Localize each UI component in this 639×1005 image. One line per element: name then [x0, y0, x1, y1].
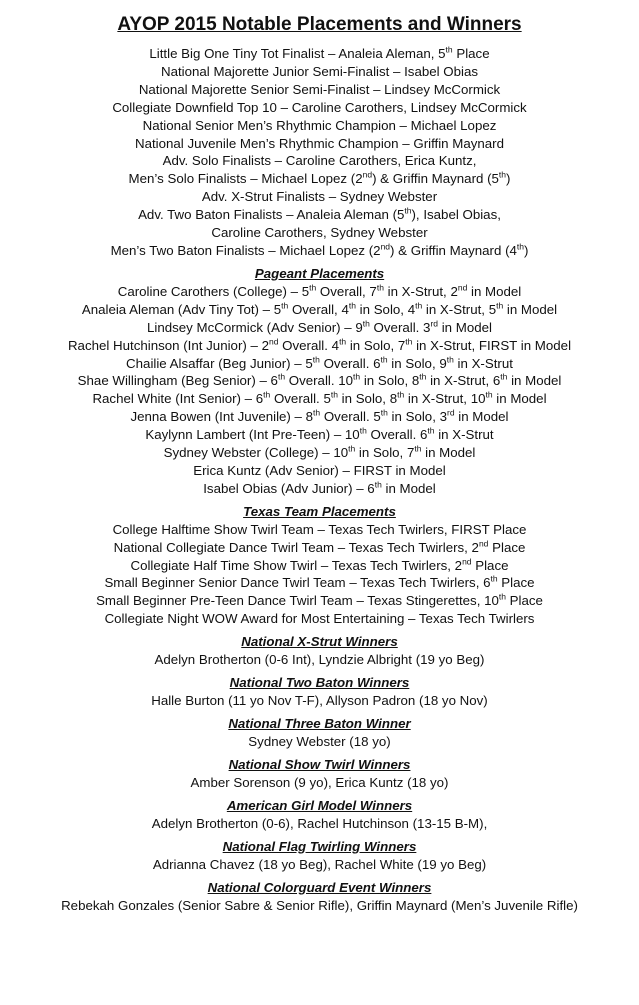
text-line: Shae Willingham (Beg Senior) – 6th Overall. 10th in Solo, 8th in X-Strut, 6th in Model	[77, 371, 562, 389]
ordinal-suffix: th	[404, 205, 412, 216]
ordinal-suffix: th	[312, 354, 320, 365]
text-line: Amber Sorenson (9 yo), Erica Kuntz (18 yo)	[190, 774, 449, 790]
text-line: Kaylynn Lambert (Int Pre-Teen) – 10th Overall. 6th in X-Strut	[145, 425, 494, 443]
section-heading: National Show Twirl Winners	[228, 756, 411, 772]
text-line: Sydney Webster (18 yo)	[248, 734, 391, 749]
ordinal-suffix: th	[516, 241, 524, 252]
text-line: Men’s Solo Finalists – Michael Lopez (2nd) & Griffin Maynard (5th)	[128, 169, 511, 187]
section-heading: National Colorguard Event Winners	[207, 879, 432, 895]
ordinal-suffix: nd	[462, 556, 472, 567]
text-line: Adelyn Brotherton (0-6), Rachel Hutchinson (13-15 B-M),	[151, 815, 488, 831]
section-heading: Texas Team Placements	[243, 503, 396, 519]
section	[0, 715, 639, 751]
section-heading: American Girl Model Winners	[226, 797, 413, 813]
text-line: Little Big One Tiny Tot Finalist – Analeia Aleman, 5th Place	[149, 44, 490, 61]
text-line: Isabel Obias (Adv Junior) – 6th in Model	[203, 479, 436, 496]
section-heading: National Three Baton Winner	[228, 716, 411, 731]
ordinal-suffix: th	[313, 407, 321, 418]
section	[0, 503, 639, 628]
text-line: National Collegiate Dance Twirl Team – Texas Tech Twirlers, 2nd Place	[113, 538, 526, 555]
ordinal-suffix: rd	[430, 318, 439, 329]
text-line: Adelyn Brotherton (0-6 Int), Lyndzie Albright (19 yo Beg)	[154, 652, 485, 668]
ordinal-suffix: th	[414, 443, 422, 454]
text-line: Collegiate Downfield Top 10 – Caroline Carothers, Lindsey McCormick	[112, 99, 527, 115]
text-line: Rachel White (Int Senior) – 6th Overall. 5th in Solo, 8th in X-Strut, 10th in Model	[92, 389, 547, 407]
section	[0, 633, 639, 669]
text-line: Adv. Solo Finalists – Caroline Carothers, Erica Kuntz,	[162, 153, 477, 169]
text-line: Rachel Hutchinson (Int Junior) – 2nd Overall. 4th in Solo, 7th in X-Strut, FIRST in Model	[67, 336, 572, 353]
text-line: Small Beginner Pre-Teen Dance Twirl Team – Texas Stingerettes, 10th Place	[96, 591, 543, 609]
section	[0, 265, 639, 498]
text-line: Adv. X-Strut Finalists – Sydney Webster	[201, 189, 438, 205]
ordinal-suffix: th	[380, 407, 388, 418]
ordinal-suffix: th	[397, 389, 405, 400]
ordinal-suffix: nd	[362, 169, 373, 180]
ordinal-suffix: nd	[380, 241, 391, 252]
ordinal-suffix: th	[348, 443, 356, 454]
text-line: Erica Kuntz (Adv Senior) – FIRST in Model	[193, 462, 446, 478]
text-line: National Majorette Junior Semi-Finalist – Isabel Obias	[160, 63, 479, 79]
ordinal-suffix: th	[415, 300, 423, 311]
section	[0, 674, 639, 710]
sections-container	[0, 45, 639, 915]
ordinal-suffix: th	[446, 354, 454, 365]
ordinal-suffix: nd	[478, 538, 489, 549]
section-heading: Pageant Placements	[254, 265, 385, 281]
text-line: Collegiate Half Time Show Twirl – Texas Tech Twirlers, 2nd Place	[130, 556, 509, 573]
ordinal-suffix: th	[348, 300, 356, 311]
text-line: Rebekah Gonzales (Senior Sabre & Senior Rifle), Griffin Maynard (Men’s Juvenile Rifle)	[61, 897, 578, 913]
ordinal-suffix: th	[277, 371, 286, 382]
ordinal-suffix: th	[263, 389, 271, 400]
ordinal-suffix: th	[353, 371, 361, 382]
text-line: Men’s Two Baton Finalists – Michael Lopez (2nd) & Griffin Maynard (4th)	[110, 241, 529, 258]
section	[0, 756, 639, 792]
text-line: Jenna Bowen (Int Juvenile) – 8th Overall. 5th in Solo, 3rd in Model	[130, 407, 509, 425]
ordinal-suffix: rd	[446, 407, 455, 418]
text-line: National Juvenile Men’s Rhythmic Champion – Griffin Maynard	[134, 135, 505, 151]
ordinal-suffix: th	[485, 389, 493, 400]
ordinal-suffix: th	[362, 318, 370, 329]
ordinal-suffix: th	[427, 425, 435, 436]
text-line: Chailie Alsaffar (Beg Junior) – 5th Overall. 6th in Solo, 9th in X-Strut	[126, 354, 513, 371]
section	[0, 45, 639, 260]
ordinal-suffix: th	[380, 354, 388, 365]
ordinal-suffix: th	[419, 371, 427, 382]
text-line: Lindsey McCormick (Adv Senior) – 9th Overall. 3rd in Model	[146, 318, 492, 335]
ordinal-suffix: th	[498, 591, 506, 602]
ordinal-suffix: th	[309, 282, 317, 293]
ordinal-suffix: th	[405, 336, 413, 347]
ordinal-suffix: th	[445, 44, 453, 55]
section-heading: National Flag Twirling Winners	[222, 838, 417, 854]
text-line: Halle Burton (11 yo Nov T-F), Allyson Padron (18 yo Nov)	[151, 693, 488, 709]
ordinal-suffix: th	[281, 300, 289, 311]
text-line: Small Beginner Senior Dance Twirl Team – Texas Tech Twirlers, 6th Place	[104, 574, 535, 591]
ordinal-suffix: th	[339, 336, 347, 347]
text-line: National Senior Men’s Rhythmic Champion – Michael Lopez	[142, 117, 497, 133]
ordinal-suffix: th	[500, 371, 508, 382]
text-line: Caroline Carothers (College) – 5th Overall, 7th in X-Strut, 2nd in Model	[117, 282, 522, 299]
ordinal-suffix: nd	[268, 336, 279, 347]
text-line: Caroline Carothers, Sydney Webster	[211, 225, 428, 241]
section-heading: National X-Strut Winners	[241, 634, 398, 650]
text-line: National Majorette Senior Semi-Finalist – Lindsey McCormick	[138, 81, 501, 97]
ordinal-suffix: th	[330, 389, 338, 400]
text-line: College Halftime Show Twirl Team – Texas Tech Twirlers, FIRST Place	[112, 521, 527, 537]
ordinal-suffix: th	[490, 574, 498, 585]
section	[0, 797, 639, 833]
text-line: Analeia Aleman (Adv Tiny Tot) – 5th Overall, 4th in Solo, 4th in X-Strut, 5th in Model	[81, 300, 558, 317]
ordinal-suffix: th	[496, 300, 504, 311]
text-line: Sydney Webster (College) – 10th in Solo, 7th in Model	[163, 443, 476, 461]
ordinal-suffix: nd	[457, 282, 468, 293]
section-heading: National Two Baton Winners	[229, 675, 410, 691]
section	[0, 879, 639, 915]
text-line: Adrianna Chavez (18 yo Beg), Rachel White (19 yo Beg)	[152, 856, 487, 872]
ordinal-suffix: th	[376, 282, 384, 293]
ordinal-suffix: th	[374, 479, 382, 490]
document-title: AYOP 2015 Notable Placements and Winners	[117, 14, 522, 35]
text-line: Adv. Two Baton Finalists – Analeia Aleman (5th), Isabel Obias,	[138, 205, 501, 223]
ordinal-suffix: th	[498, 169, 507, 180]
section	[0, 838, 639, 874]
text-line: Collegiate Night WOW Award for Most Entertaining – Texas Tech Twirlers	[104, 611, 535, 627]
ordinal-suffix: th	[359, 425, 367, 436]
